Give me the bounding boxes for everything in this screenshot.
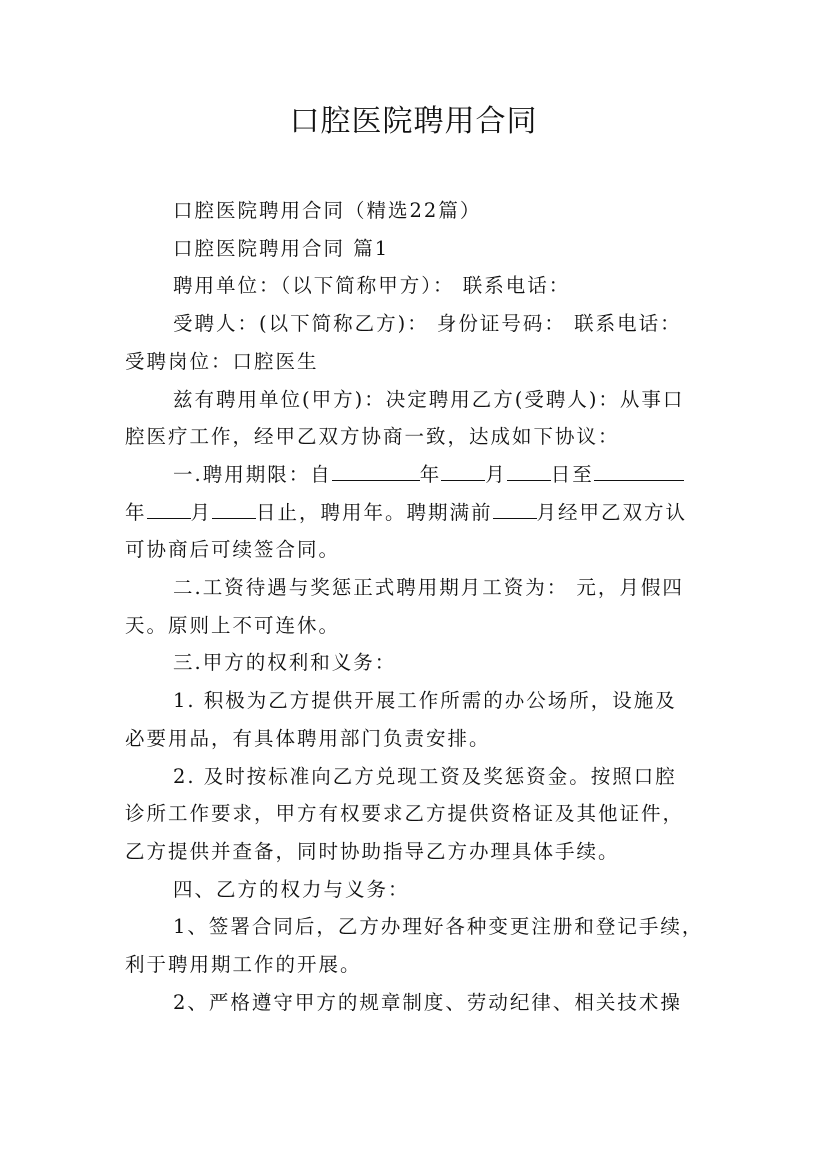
blank-field bbox=[594, 462, 684, 481]
paragraph-employee-line2: 受聘岗位：口腔医生 bbox=[125, 349, 319, 373]
paragraph-term-line1 bbox=[125, 456, 705, 494]
paragraph-item1-line2: 必要用品，有具体聘用部门负责安排。 bbox=[125, 726, 491, 750]
paragraph-item2-line2: 诊所工作要求，甲方有权要求乙方提供资格证及其他证件， bbox=[125, 802, 685, 826]
blank-field bbox=[441, 462, 485, 481]
term-text-from: 一.聘用期限：自 bbox=[173, 462, 332, 486]
blank-field bbox=[212, 500, 256, 519]
paragraph-subtitle: 口腔医院聘用合同（精选22篇） bbox=[173, 199, 482, 222]
paragraph-term-line3: 可协商后可续签合同。 bbox=[125, 538, 341, 562]
paragraph-employer: 聘用单位：（以下简称甲方）： 联系电话： bbox=[173, 274, 571, 298]
term-text-renew: 月经甲乙双方认 bbox=[536, 500, 688, 524]
paragraph-salary-line2: 天。原则上不可连休。 bbox=[125, 613, 341, 637]
term-text-month: 月 bbox=[485, 462, 507, 486]
paragraph-agreement-line1: 兹有聘用单位(甲方)：决定聘用乙方(受聘人)：从事口 bbox=[173, 387, 685, 411]
term-text-day-to: 日至 bbox=[550, 462, 594, 486]
paragraph-employee-line1: 受聘人：(以下简称乙方)： 身份证号码： 联系电话： bbox=[173, 312, 682, 336]
blank-field bbox=[507, 462, 551, 481]
paragraph-item2-line1: 2. 及时按标准向乙方兑现工资及奖惩资金。按照口腔 bbox=[173, 764, 677, 788]
paragraph-duty1-line1: 1、签署合同后，乙方办理好各种变更注册和登记手续， bbox=[173, 915, 704, 939]
paragraph-duty1-line2: 利于聘用期工作的开展。 bbox=[125, 953, 362, 977]
blank-field bbox=[493, 500, 537, 519]
blank-field bbox=[332, 462, 420, 481]
term-text-year2: 年 bbox=[125, 500, 147, 524]
term-text-month2: 月 bbox=[190, 500, 213, 524]
paragraph-agreement-line2: 腔医疗工作，经甲乙双方协商一致，达成如下协议： bbox=[125, 425, 620, 449]
paragraph-item2-line3: 乙方提供并查备，同时协助指导乙方办理具体手续。 bbox=[125, 839, 620, 863]
paragraph-item1-line1: 1. 积极为乙方提供开展工作所需的办公场所，设施及 bbox=[173, 689, 677, 713]
blank-field bbox=[147, 500, 191, 519]
paragraph-salary-line1: 二.工资待遇与奖惩正式聘用期月工资为： 元，月假四 bbox=[173, 576, 684, 600]
document-title: 口腔医院聘用合同 bbox=[289, 104, 538, 139]
term-text-year: 年 bbox=[419, 462, 442, 486]
paragraph-section-four: 四、乙方的权力与义务： bbox=[173, 877, 410, 901]
paragraph-duty2-line1: 2、严格遵守甲方的规章制度、劳动纪律、相关技术操 bbox=[173, 990, 682, 1014]
term-text-day-end: 日止，聘用年。聘期满前 bbox=[256, 500, 493, 524]
document-body bbox=[125, 192, 705, 1021]
paragraph-section-heading: 口腔医院聘用合同 篇1 bbox=[173, 236, 390, 260]
paragraph-term-line2 bbox=[125, 494, 705, 532]
paragraph-section-three: 三.甲方的权利和义务： bbox=[173, 651, 397, 675]
